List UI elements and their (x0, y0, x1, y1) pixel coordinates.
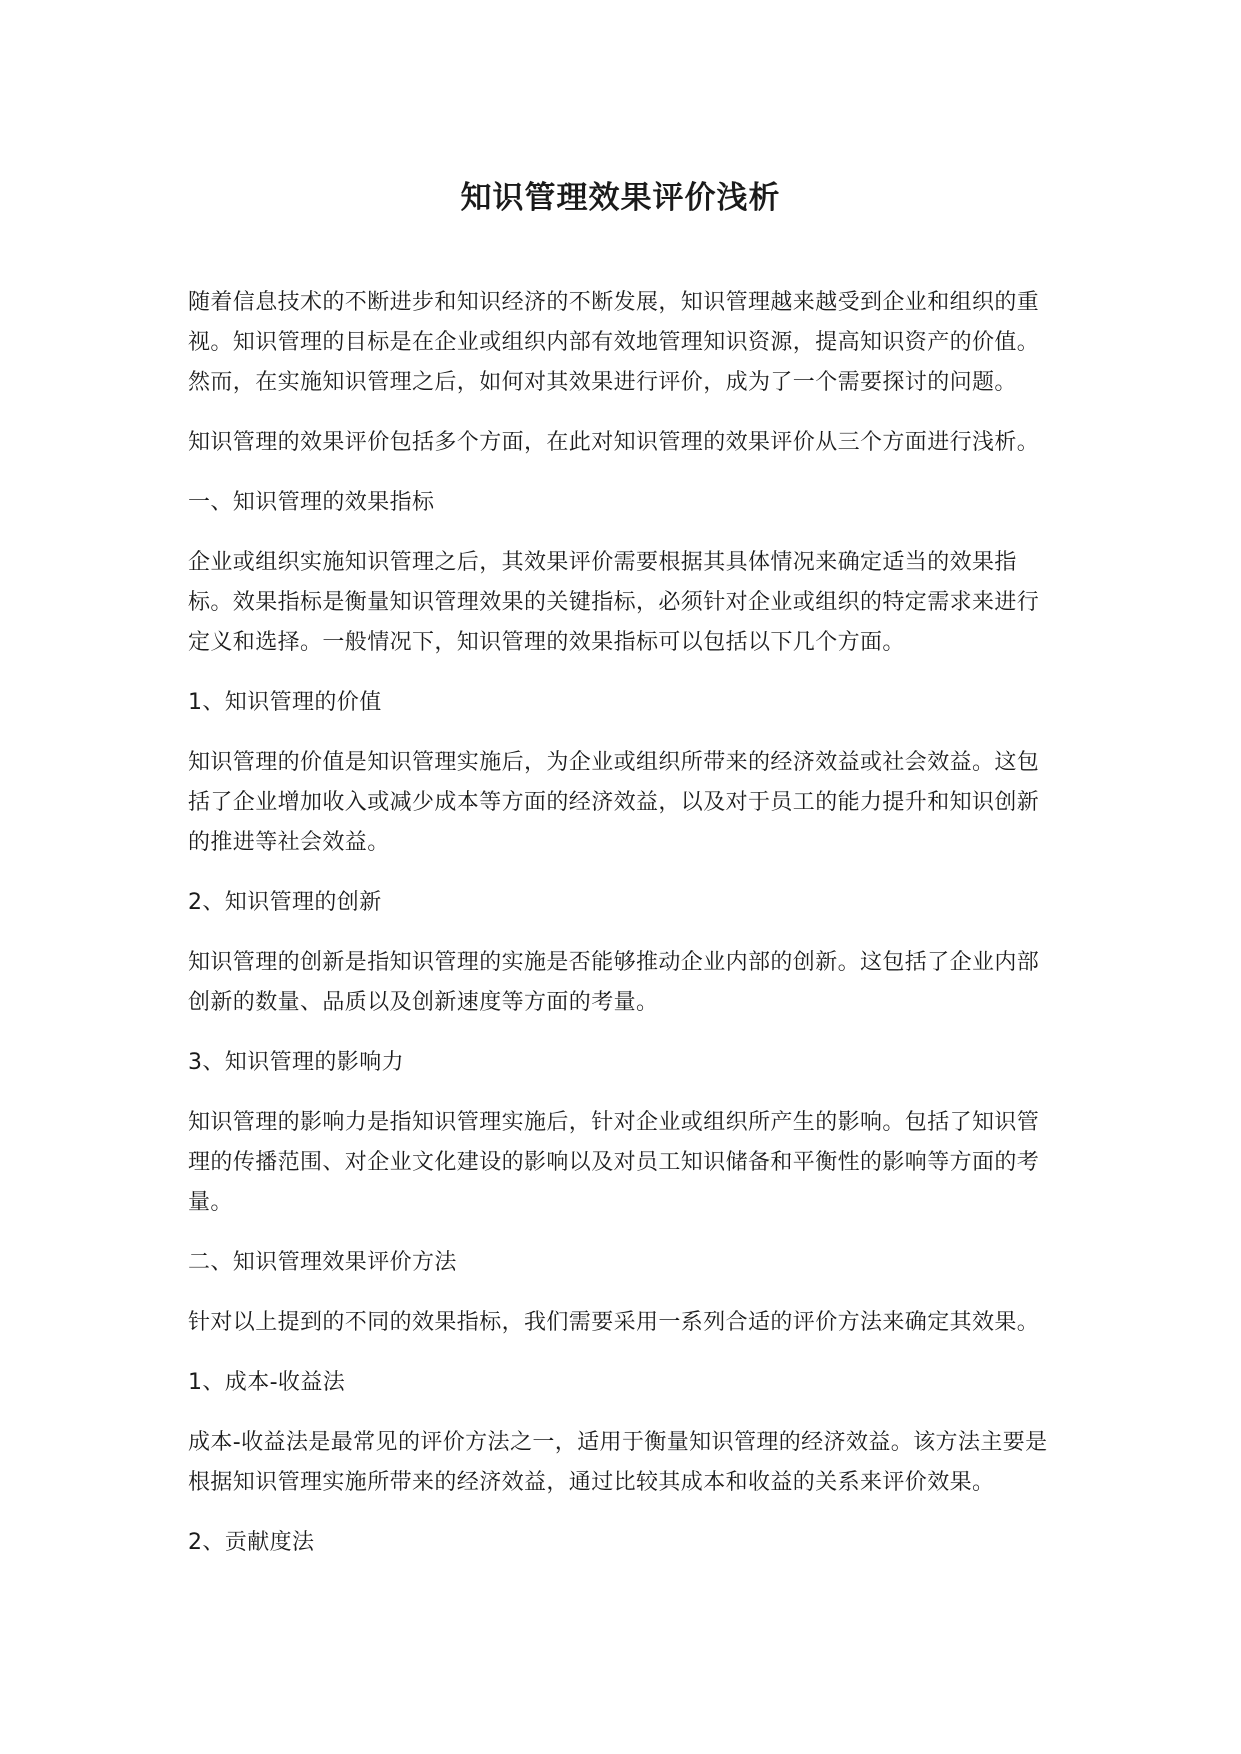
document-body (188, 283, 1058, 1583)
subheading-influence: 3、知识管理的影响力 (188, 1050, 404, 1075)
paragraph-methods: 针对以上提到的不同的效果指标，我们需要采用一系列合适的评价方法来确定其效果。 (188, 1310, 1040, 1335)
page-title: 知识管理效果评价浅析 (460, 180, 781, 216)
paragraph-intro-2: 知识管理的效果评价包括多个方面，在此对知识管理的效果评价从三个方面进行浅析。 (188, 430, 1040, 455)
subheading-value: 1、知识管理的价值 (188, 690, 382, 715)
section-heading-1: 一、知识管理的效果指标 (188, 490, 435, 515)
paragraph-indicators: 企业或组织实施知识管理之后，其效果评价需要根据其具体情况来确定适当的效果指标。效果指标是衡量知识管理效果的关键指标，必须针对企业或组织的特定需求来进行定义和选择。一般情况下，知识管理的效果指标可以包括以下几个方面。 (188, 550, 1040, 655)
paragraph-value: 知识管理的价值是知识管理实施后，为企业或组织所带来的经济效益或社会效益。这包括了企业增加收入或减少成本等方面的经济效益，以及对于员工的能力提升和知识创新的推进等社会效益。 (188, 750, 1040, 855)
section-heading-2: 二、知识管理效果评价方法 (188, 1250, 457, 1275)
paragraph-cost-benefit: 成本-收益法是最常见的评价方法之一，适用于衡量知识管理的经济效益。该方法主要是根据知识管理实施所带来的经济效益，通过比较其成本和收益的关系来评价效果。 (188, 1430, 1048, 1495)
paragraph-influence: 知识管理的影响力是指知识管理实施后，针对企业或组织所产生的影响。包括了知识管理的传播范围、对企业文化建设的影响以及对员工知识储备和平衡性的影响等方面的考量。 (188, 1110, 1040, 1215)
subheading-contribution: 2、贡献度法 (188, 1530, 315, 1555)
subheading-innovation: 2、知识管理的创新 (188, 890, 382, 915)
paragraph-innovation: 知识管理的创新是指知识管理的实施是否能够推动企业内部的创新。这包括了企业内部创新的数量、品质以及创新速度等方面的考量。 (188, 950, 1040, 1015)
paragraph-intro-1: 随着信息技术的不断进步和知识经济的不断发展，知识管理越来越受到企业和组织的重视。知识管理的目标是在企业或组织内部有效地管理知识资源，提高知识资产的价值。然而，在实施知识管理之后，如何对其效果进行评价，成为了一个需要探讨的问题。 (188, 290, 1040, 395)
subheading-cost-benefit: 1、成本-收益法 (188, 1370, 346, 1395)
